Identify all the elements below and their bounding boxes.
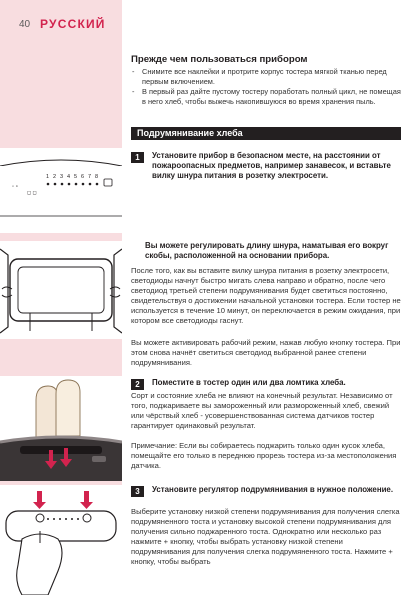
list-item: - Снимите все наклейки и протрите корпус тостера мягкой тканью перед первым включением. <box>132 67 387 86</box>
step-number: 1 <box>131 152 144 163</box>
before-use-title: Прежде чем пользоваться прибором <box>131 54 308 65</box>
step-1 <box>131 151 401 182</box>
bullet-text: Снимите все наклейки и протрите корпус тостера мягкой тканью перед первым включением. <box>142 67 387 86</box>
panel-label-4: 4 <box>67 174 71 180</box>
control-panel-illustration <box>0 148 122 233</box>
insert-bread-illustration <box>0 376 122 481</box>
before-use-list <box>131 67 401 107</box>
panel-label-5: 5 <box>74 174 78 180</box>
panel-label-2: 2 <box>53 174 57 180</box>
led-paragraph: После того, как вы вставите вилку шнура питания в розетку электросети, светодиоды начнут быстро мигать слева направо и обратно, после чего светодиод третьей степени подрумянивания будет светиться постоянно, свидетельствуя о достижении начальной установки тостера. Если тостер не используется в течение 10 минут, он переключается в режим ожидания, при котором все светодиоды гаснут. <box>131 266 401 325</box>
page-number: 40 <box>19 19 31 30</box>
panel-label-6: 6 <box>81 174 85 180</box>
bread-type-paragraph: Сорт и состояние хлеба не влияют на конечный результат. Независимо от того, поджариваете вы замороженный или размороженный хлеб, свежий или чёрствый хлеб - усовершенствованная система датчиков тостер гарантирует одинаковый результат. <box>131 391 393 430</box>
language-heading: РУССКИЙ <box>40 17 106 31</box>
step-text: Установите регулятор подрумянивания в нужное положение. <box>152 485 394 494</box>
svg-text:◻ ◻: ◻ ◻ <box>27 190 37 196</box>
step-number: 2 <box>131 379 144 390</box>
step-3 <box>131 485 401 495</box>
hand-icon <box>17 534 62 595</box>
svg-text:◦ ▫: ◦ ▫ <box>12 184 18 190</box>
section-heading: Подрумянивание хлеба <box>131 127 401 140</box>
single-slice-note: Примечание: Если вы собираетесь поджарить только один кусок хлеба, помещайте его только в переднюю прорезь тостера из-за местоположения датчика. <box>131 441 397 470</box>
panel-label-8: 8 <box>95 174 99 180</box>
arrow-down-icon <box>33 491 93 509</box>
panel-label-3: 3 <box>60 174 64 180</box>
control-panel-drawing <box>0 148 122 233</box>
panel-label-1: 1 <box>46 174 50 180</box>
browning-paragraph: Выберите установку низкой степени подрумянивания для получения слегка подрумяненного тоста и установку высокой степени подрумянивания для получения сильно поджаренного тоста. Однократно или несколько раз нажмите + кнопку, чтобы выбрать установку низкой степени подрумянивания для получения слегка подрумяненного тоста. Нажмите + кнопку, чтобы выбрать <box>131 507 400 566</box>
step-text: Поместите в тостер один или два ломтика хлеба. <box>152 378 346 387</box>
step-text: Установите прибор в безопасном месте, на расстоянии от пожароопасных предметов, например занавесок, и вставьте вилку шнура питания в розетку электросети. <box>152 151 391 181</box>
browning-control-illustration <box>0 485 122 595</box>
panel-label-7: 7 <box>88 174 92 180</box>
cord-note: Вы можете регулировать длину шнура, наматывая его вокруг скобы, расположенной на основании прибора. <box>145 241 389 261</box>
cord-storage-illustration <box>0 241 122 339</box>
step-2 <box>131 378 401 388</box>
bread-slice-icon <box>36 380 80 438</box>
step-number: 3 <box>131 486 144 497</box>
bullet-text: В первый раз дайте пустому тостеру поработать полный цикл, не помещая в него хлеб, чтобы выжечь накопившуюся во время хранения пыль. <box>142 87 401 106</box>
list-item: - В первый раз дайте пустому тостеру поработать полный цикл, не помещая в него хлеб, чтобы выжечь накопившуюся во время хранения пыль. <box>132 87 401 106</box>
activate-paragraph: Вы можете активировать рабочий режим, нажав любую кнопку тостера. При этом снова начнёт светиться светодиод выбранной ранее степени подрумянивания. <box>131 338 401 367</box>
